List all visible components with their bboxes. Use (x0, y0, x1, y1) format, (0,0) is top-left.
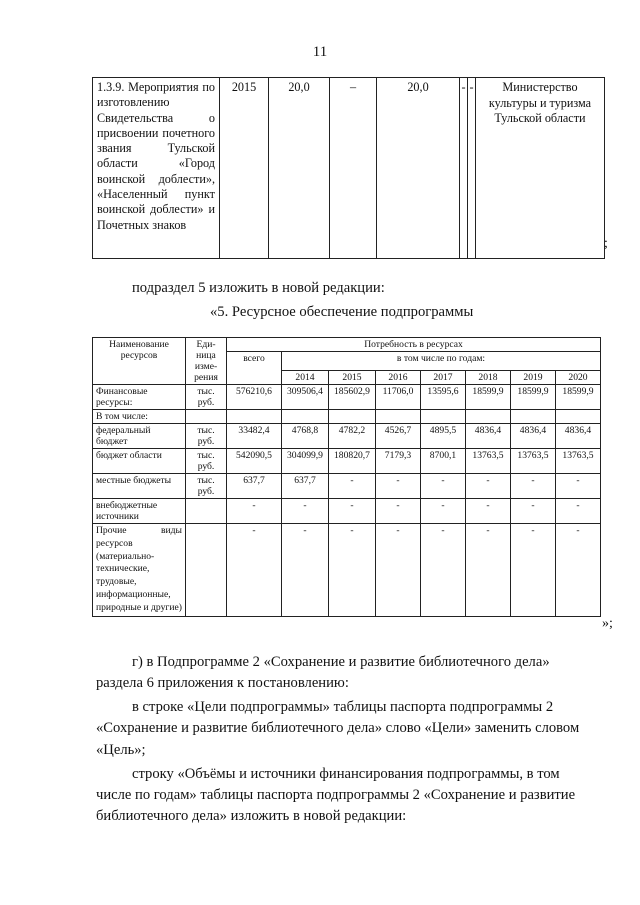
row-value (556, 410, 601, 424)
row-value: 8700,1 (421, 449, 466, 474)
row-value: 4836,4 (556, 424, 601, 449)
year-header: 2020 (556, 371, 601, 385)
row-value: 304099,9 (282, 449, 329, 474)
row-value: - (329, 524, 376, 617)
row-value: - (556, 499, 601, 524)
row-total: 542090,5 (227, 449, 282, 474)
activity-cell-a: - (460, 78, 468, 259)
row-value: 180820,7 (329, 449, 376, 474)
paragraph-line: числе по годам» таблицы паспорта подпрограммы 2 «Сохранение и развитие (96, 787, 576, 803)
paragraph-line: «Сохранение и развитие библиотечного дела» слово «Цели» заменить словом (96, 720, 580, 736)
resources-table (92, 337, 601, 617)
header-row (93, 338, 601, 352)
row-name: Финансовые ресурсы: (93, 385, 186, 410)
row-value (376, 410, 421, 424)
activity-year: 2015 (220, 78, 269, 259)
paragraph-line: библиотечного дела» изложить в новой редакции: (96, 808, 407, 824)
row-value: 4768,8 (282, 424, 329, 449)
row-unit (186, 524, 227, 617)
row-value: - (466, 524, 511, 617)
row-value: - (556, 524, 601, 617)
row-value: 4836,4 (466, 424, 511, 449)
row-unit (186, 499, 227, 524)
row-value: - (282, 524, 329, 617)
row-total: 576210,6 (227, 385, 282, 410)
paragraph-line: г) в Подпрограмме 2 «Сохранение и развитие библиотечного дела» (132, 654, 550, 670)
header-name: Наименование ресурсов (93, 338, 186, 385)
row-value: - (421, 524, 466, 617)
row-value: 13763,5 (556, 449, 601, 474)
page-number: 11 (312, 44, 328, 60)
row-unit: тыс. руб. (186, 449, 227, 474)
row-value: 11706,0 (376, 385, 421, 410)
row-name: Прочие виды ресурсов (материально-технические, трудовые, информационные, природные и другие) (93, 524, 186, 617)
row-total: - (227, 524, 282, 617)
row-value (329, 410, 376, 424)
row-unit: тыс. руб. (186, 385, 227, 410)
row-value: 13763,5 (511, 449, 556, 474)
row-name: бюджет области (93, 449, 186, 474)
row-value: - (282, 499, 329, 524)
row-value: 4836,4 (511, 424, 556, 449)
row-unit (186, 410, 227, 424)
row-total (227, 410, 282, 424)
row-unit: тыс. руб. (186, 424, 227, 449)
subsection-line: подраздел 5 изложить в новой редакции: (132, 280, 385, 296)
paragraph-line: раздела 6 приложения к постановлению: (96, 675, 349, 691)
table-row (93, 78, 605, 259)
header-unit: Еди-ница изме-рения (186, 338, 227, 385)
row-unit: тыс. руб. (186, 474, 227, 499)
row-value: 18599,9 (556, 385, 601, 410)
semicolon: ; (604, 236, 608, 251)
row-value: 7179,3 (376, 449, 421, 474)
paragraph-line: «Цель»; (96, 742, 146, 758)
row-value: 18599,9 (511, 385, 556, 410)
table-row (93, 424, 601, 449)
header-incl: в том числе по годам: (282, 352, 601, 371)
closing-mark: »; (602, 616, 613, 631)
row-value (282, 410, 329, 424)
row-value (466, 410, 511, 424)
row-total: 637,7 (227, 474, 282, 499)
year-header: 2017 (421, 371, 466, 385)
year-header: 2018 (466, 371, 511, 385)
row-value: - (466, 499, 511, 524)
header-need: Потребность в ресурсах (227, 338, 601, 352)
row-name: местные бюджеты (93, 474, 186, 499)
row-name: В том числе: (93, 410, 186, 424)
activity-dash: – (330, 78, 377, 259)
paragraph-line: строку «Объёмы и источники финансирования подпрограммы, в том (132, 766, 560, 782)
row-value: 13763,5 (466, 449, 511, 474)
paragraph-line: в строке «Цели подпрограммы» таблицы паспорта подпрограммы 2 (132, 699, 554, 715)
table-row (93, 474, 601, 499)
row-name: внебюджетные источники (93, 499, 186, 524)
activity-total: 20,0 (269, 78, 330, 259)
row-value: 4526,7 (376, 424, 421, 449)
row-value: - (556, 474, 601, 499)
activity-value: 20,0 (377, 78, 460, 259)
row-name: федеральный бюджет (93, 424, 186, 449)
row-value: 637,7 (282, 474, 329, 499)
table-row (93, 449, 601, 474)
activity-table (92, 77, 605, 259)
section-title: «5. Ресурсное обеспечение подпрограммы (210, 304, 474, 320)
row-value: - (511, 474, 556, 499)
row-value: - (376, 474, 421, 499)
header-total: всего (227, 352, 282, 385)
activity-name: 1.3.9. Мероприятия по изготовлению Свидетельства о присвоении почетного звания Тульской области «Город воинской доблести», «Населенный пункт воинской доблести» и Почетных знаков (93, 78, 220, 259)
activity-executor: Министерство культуры и туризма Тульской области (476, 78, 605, 259)
row-value: 4895,5 (421, 424, 466, 449)
table-row (93, 410, 601, 424)
row-value (421, 410, 466, 424)
row-value: - (421, 499, 466, 524)
row-total: - (227, 499, 282, 524)
row-value: 18599,9 (466, 385, 511, 410)
row-value: 4782,2 (329, 424, 376, 449)
row-value: - (376, 524, 421, 617)
row-value: - (466, 474, 511, 499)
table-row (93, 385, 601, 410)
row-value: 185602,9 (329, 385, 376, 410)
row-value: - (511, 524, 556, 617)
row-value (511, 410, 556, 424)
row-value: - (511, 499, 556, 524)
year-header: 2014 (282, 371, 329, 385)
year-header: 2015 (329, 371, 376, 385)
activity-cell-b: - (468, 78, 476, 259)
year-header: 2016 (376, 371, 421, 385)
year-header: 2019 (511, 371, 556, 385)
row-total: 33482,4 (227, 424, 282, 449)
table-row (93, 499, 601, 524)
row-value: 309506,4 (282, 385, 329, 410)
row-value: - (376, 499, 421, 524)
row-value: 13595,6 (421, 385, 466, 410)
table-row (93, 524, 601, 617)
row-value: - (329, 474, 376, 499)
row-value: - (329, 499, 376, 524)
row-value: - (421, 474, 466, 499)
